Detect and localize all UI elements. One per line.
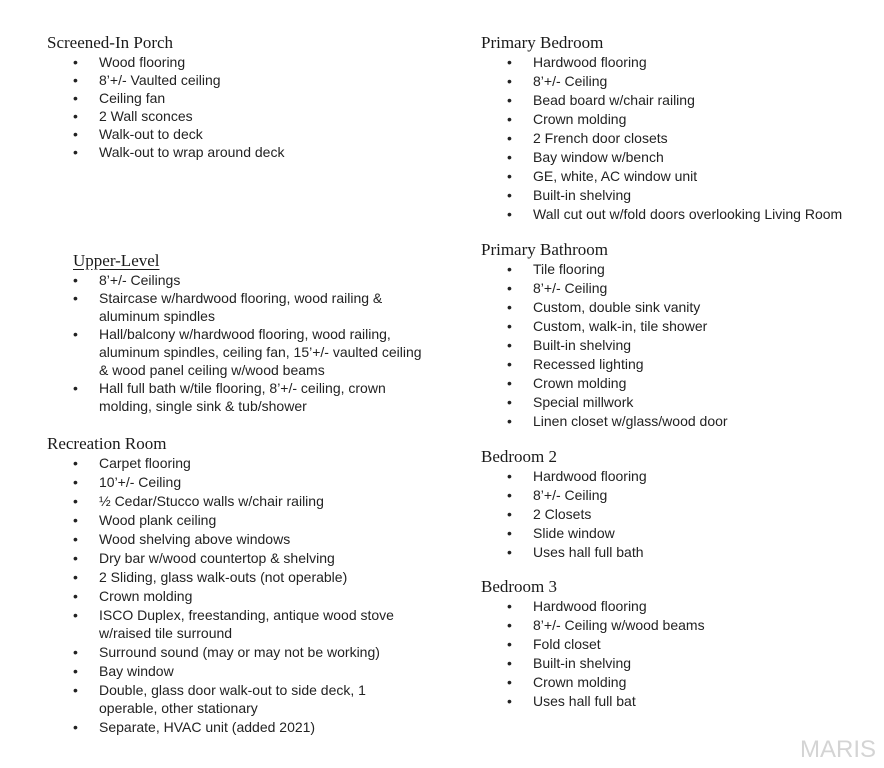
list-item: • 8’+/- Vaulted ceiling bbox=[47, 71, 284, 89]
list-item: • Hall full bath w/tile flooring, 8’+/- ceiling, crown molding, single sink & tub/shower bbox=[47, 379, 427, 415]
feature-list bbox=[47, 271, 427, 415]
list-item: • Custom, walk-in, tile shower bbox=[481, 317, 728, 335]
section-title: Screened-In Porch bbox=[47, 33, 174, 52]
section-primary-bathroom bbox=[481, 240, 728, 431]
list-item: • 2 Closets bbox=[481, 505, 647, 523]
section-title: Bedroom 3 bbox=[481, 577, 558, 596]
list-item: • Walk-out to wrap around deck bbox=[47, 143, 284, 161]
list-item: • Bay window bbox=[47, 662, 427, 680]
list-item: • Built-in shelving bbox=[481, 186, 842, 204]
list-item: • 8’+/- Ceiling bbox=[481, 486, 647, 504]
list-item: • Bay window w/bench bbox=[481, 148, 842, 166]
list-item: • Bead board w/chair railing bbox=[481, 91, 842, 109]
list-item: • Wood flooring bbox=[47, 53, 284, 71]
list-item: • Surround sound (may or may not be working) bbox=[47, 643, 427, 661]
feature-list bbox=[481, 53, 842, 223]
feature-list bbox=[481, 467, 647, 561]
section-screened-in-porch bbox=[47, 33, 284, 161]
list-item: • Hardwood flooring bbox=[481, 53, 842, 71]
list-item: • Hardwood flooring bbox=[481, 467, 647, 485]
feature-list bbox=[481, 260, 728, 430]
section-primary-bedroom bbox=[481, 33, 842, 224]
section-bedroom-2 bbox=[481, 447, 647, 562]
list-item: • Fold closet bbox=[481, 635, 705, 653]
section-title: Bedroom 2 bbox=[481, 447, 558, 466]
list-item: • Hall/balcony w/hardwood flooring, wood railing, aluminum spindles, ceiling fan, 15’+/- vaulted ceiling & wood panel ceiling w/wood beams bbox=[47, 325, 427, 379]
list-item: • Wall cut out w/fold doors overlooking Living Room bbox=[481, 205, 842, 223]
list-item: • Recessed lighting bbox=[481, 355, 728, 373]
list-item: • Double, glass door walk-out to side deck, 1 operable, other stationary bbox=[47, 681, 427, 717]
section-title: Primary Bedroom bbox=[481, 33, 604, 52]
list-item: • Slide window bbox=[481, 524, 647, 542]
list-item: • Wood shelving above windows bbox=[47, 530, 427, 548]
list-item: • ISCO Duplex, freestanding, antique wood stove w/raised tile surround bbox=[47, 606, 427, 642]
list-item: • 8’+/- Ceiling w/wood beams bbox=[481, 616, 705, 634]
section-title: Primary Bathroom bbox=[481, 240, 609, 259]
section-bedroom-3 bbox=[481, 577, 705, 711]
list-item: • ½ Cedar/Stucco walls w/chair railing bbox=[47, 492, 427, 510]
list-item: • 2 Wall sconces bbox=[47, 107, 284, 125]
list-item: • Built-in shelving bbox=[481, 654, 705, 672]
list-item: • Crown molding bbox=[481, 374, 728, 392]
list-item: • 8’+/- Ceilings bbox=[47, 271, 427, 289]
list-item: • 8’+/- Ceiling bbox=[481, 72, 842, 90]
section-upper-level bbox=[47, 251, 427, 415]
list-item: • Staircase w/hardwood flooring, wood railing & aluminum spindles bbox=[47, 289, 427, 325]
list-item: • 2 French door closets bbox=[481, 129, 842, 147]
list-item: • Crown molding bbox=[481, 110, 842, 128]
list-item: • Custom, double sink vanity bbox=[481, 298, 728, 316]
list-item: • Carpet flooring bbox=[47, 454, 427, 472]
maris-watermark: MARIS bbox=[799, 736, 876, 763]
list-item: • Ceiling fan bbox=[47, 89, 284, 107]
section-title: Upper-Level bbox=[73, 251, 160, 270]
list-item: • Uses hall full bath bbox=[481, 543, 647, 561]
list-item: • Crown molding bbox=[481, 673, 705, 691]
list-item: • Walk-out to deck bbox=[47, 125, 284, 143]
list-item: • Wood plank ceiling bbox=[47, 511, 427, 529]
list-item: • Special millwork bbox=[481, 393, 728, 411]
list-item: • Separate, HVAC unit (added 2021) bbox=[47, 718, 427, 736]
list-item: • Crown molding bbox=[47, 587, 427, 605]
list-item: • 2 Sliding, glass walk-outs (not operable) bbox=[47, 568, 427, 586]
section-title: Recreation Room bbox=[47, 434, 167, 453]
list-item: • Uses hall full bat bbox=[481, 692, 705, 710]
feature-list bbox=[481, 597, 705, 710]
list-item: • Tile flooring bbox=[481, 260, 728, 278]
list-item: • Dry bar w/wood countertop & shelving bbox=[47, 549, 427, 567]
section-recreation-room bbox=[47, 434, 427, 737]
list-item: • Hardwood flooring bbox=[481, 597, 705, 615]
list-item: • Built-in shelving bbox=[481, 336, 728, 354]
list-item: • 10’+/- Ceiling bbox=[47, 473, 427, 491]
list-item: • Linen closet w/glass/wood door bbox=[481, 412, 728, 430]
list-item: • 8’+/- Ceiling bbox=[481, 279, 728, 297]
list-item: • GE, white, AC window unit bbox=[481, 167, 842, 185]
feature-list bbox=[47, 454, 427, 736]
feature-list bbox=[47, 53, 284, 161]
